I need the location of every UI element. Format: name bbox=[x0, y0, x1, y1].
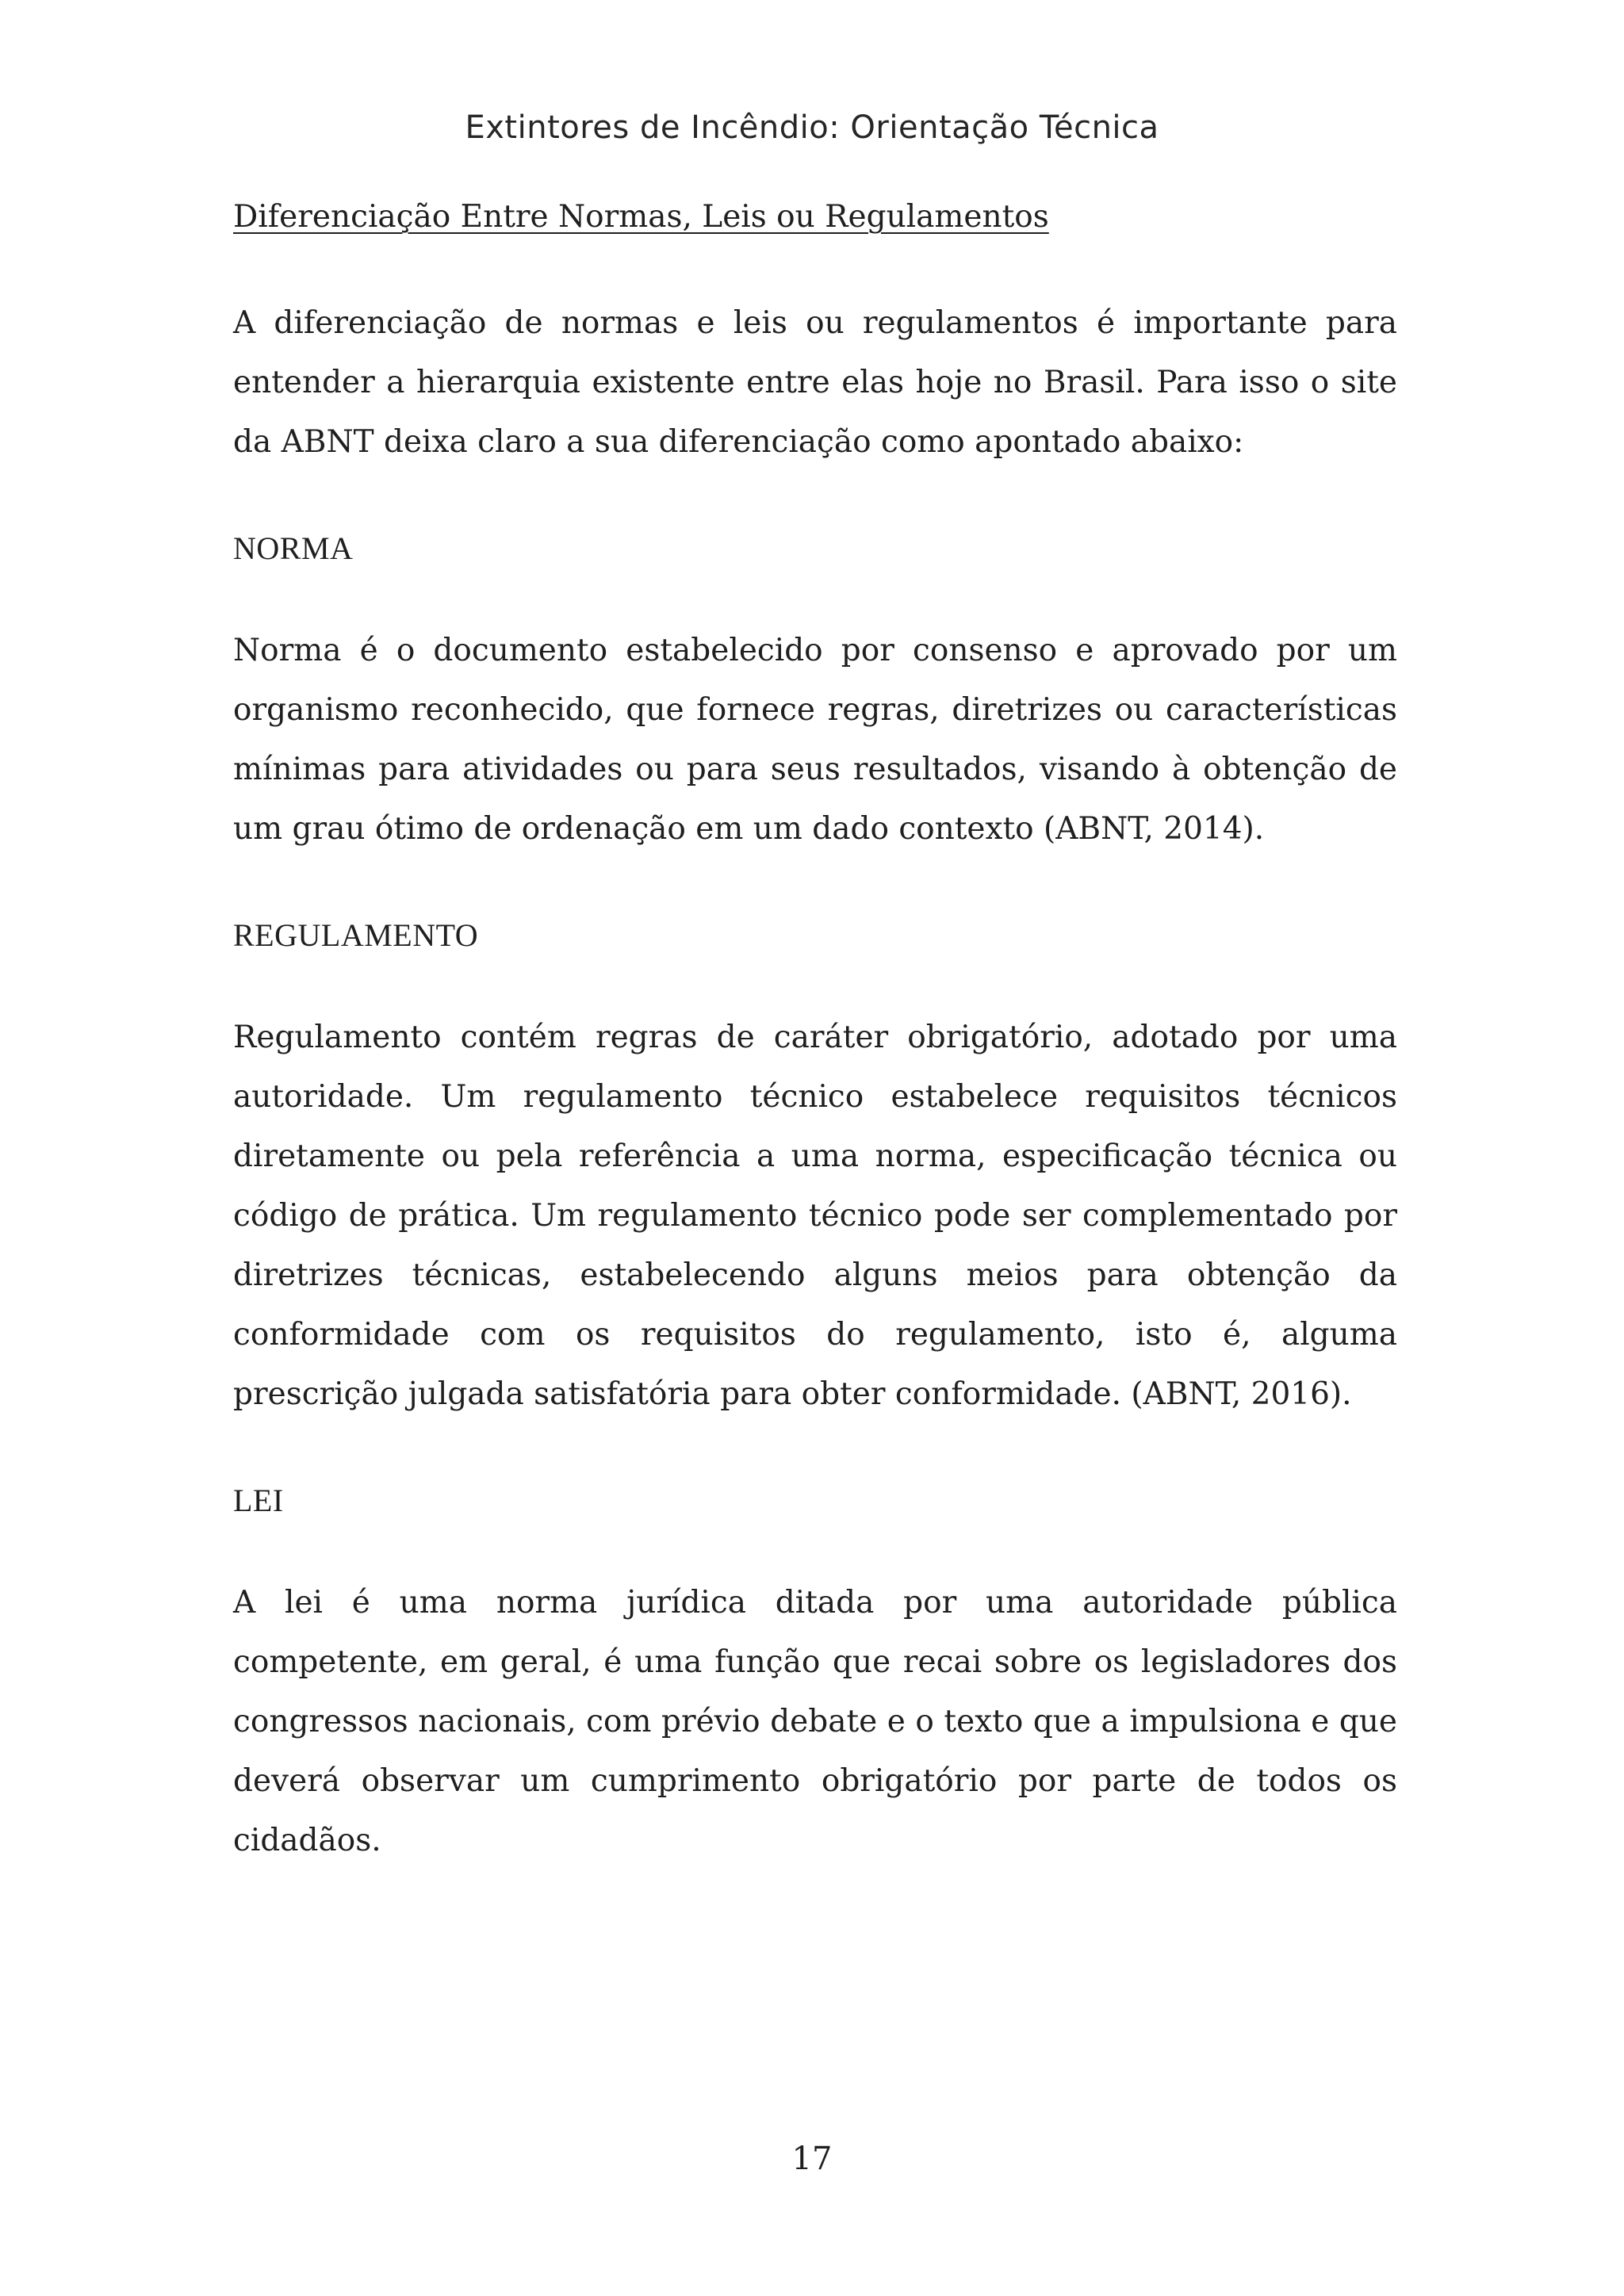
spacer bbox=[233, 965, 1397, 1008]
spacer bbox=[233, 1530, 1397, 1573]
page-number: 17 bbox=[791, 2141, 833, 2177]
definition-lei: A lei é uma norma jurídica ditada por uma autoridade pública competente, em geral, é uma função que recai sobre os legisladores dos congressos nacionais, com prévio debate e o texto que a impulsiona e que deverá observar um cumprimento obrigatório por parte de todos os cidadãos. bbox=[233, 1585, 1397, 1858]
spacer bbox=[233, 472, 1397, 519]
term-norma: NORMA bbox=[233, 530, 354, 566]
term-regulamento: REGULAMENTO bbox=[233, 917, 479, 953]
intro-paragraph: A diferenciação de normas e leis ou regulamentos é importante para entender a hierarquia existente entre elas hoje no Brasil. Para isso o site da ABNT deixa claro a sua diferenciação como apontado abaixo: bbox=[233, 305, 1397, 460]
spacer bbox=[233, 578, 1397, 621]
page-content bbox=[233, 187, 1397, 1870]
spacer bbox=[233, 1424, 1397, 1471]
definition-norma: Norma é o documento estabelecido por consenso e aprovado por um organismo reconhecido, que fornece regras, diretrizes ou características mínimas para atividades ou para seus resultados, visando à obtenção de um grau ótimo de ordenação em um dado contexto (ABNT, 2014). bbox=[233, 633, 1397, 847]
running-header: Extintores de Incêndio: Orientação Técnica bbox=[465, 109, 1159, 146]
spacer bbox=[233, 247, 1397, 293]
spacer bbox=[233, 859, 1397, 905]
section-title: Diferenciação Entre Normas, Leis ou Regulamentos bbox=[233, 199, 1049, 235]
definition-regulamento: Regulamento contém regras de caráter obrigatório, adotado por uma autoridade. Um regulamento técnico estabelece requisitos técnicos diretamente ou pela referência a uma norma, especificação técnica ou código de prática. Um regulamento técnico pode ser complementado por diretrizes técnicas, estabelecendo alguns meios para obtenção da conformidade com os requisitos do regulamento, isto é, alguma prescrição julgada satisfatória para obter conformidade. (ABNT, 2016). bbox=[233, 1020, 1397, 1412]
term-lei: LEI bbox=[233, 1483, 284, 1518]
